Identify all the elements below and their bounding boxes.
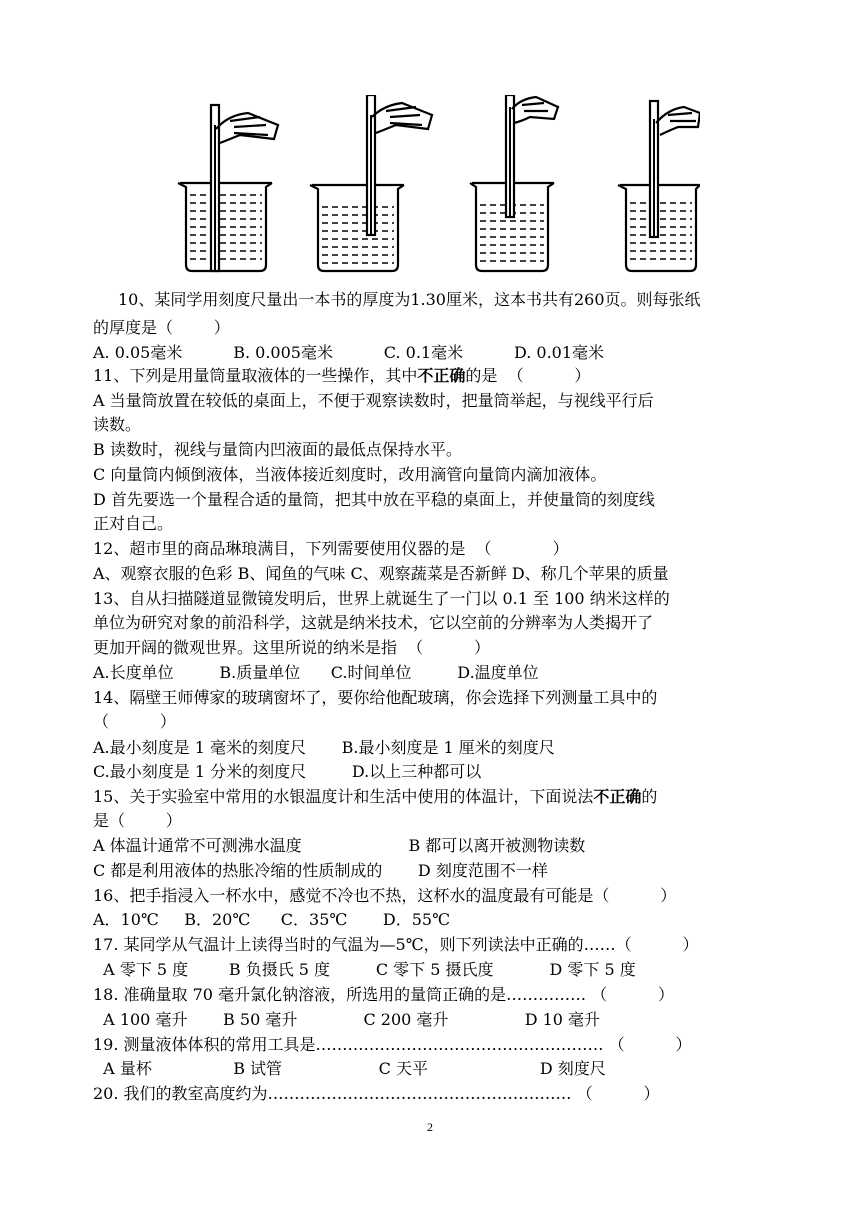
line-text: 11、下列是用量筒量取液体的一些操作，其中 [93, 366, 418, 385]
line-q15-cd [93, 859, 548, 882]
line-q11-d1 [93, 488, 655, 511]
line-text: 19. 测量液体体积的常用工具是……………………………………………… （ ） [93, 1035, 692, 1054]
line-q13-l2 [93, 611, 653, 634]
line-q13-opts [93, 661, 539, 684]
line-text: A 体温计通常不可测沸水温度 B 都可以离开被测物读数 [93, 836, 586, 855]
line-text: D 首先要选一个量程合适的量筒，把其中放在平稳的桌面上，并使量筒的刻度线 [93, 490, 655, 509]
beaker-3 [470, 95, 558, 271]
line-text: 16、把手指浸入一杯水中，感觉不冷也不热，这杯水的温度最有可能是（ ） [93, 886, 677, 905]
line-text: 20. 我们的教室高度约为………………………………………………… （ ） [93, 1084, 660, 1103]
line-text: A 量杯 B 试管 C 天平 D 刻度尺 [93, 1059, 606, 1078]
line-text-after: 的 [641, 787, 658, 806]
line-q19-opts [93, 1057, 606, 1080]
line-text: C 都是利用液体的热胀冷缩的性质制成的 D 刻度范围不一样 [93, 861, 548, 880]
line-q20-l1 [93, 1082, 659, 1105]
line-text: C 向量筒内倾倒液体，当液体接近刻度时，改用滴管向量筒内滴加液体。 [93, 465, 607, 484]
line-text: A 100 毫升 B 50 毫升 C 200 毫升 D 10 毫升 [93, 1010, 601, 1029]
line-q11-a2 [93, 413, 141, 436]
line-text: 读数。 [93, 415, 142, 434]
line-q14-cd [93, 760, 481, 783]
line-text: A 零下 5 度 B 负摄氏 5 度 C 零下 5 摄氏度 D 零下 5 度 [93, 960, 636, 979]
line-text: 是（ ） [93, 811, 182, 830]
line-q15-ab [93, 834, 585, 857]
line-text: A．10℃ B．20℃ C．35℃ D．55℃ [93, 910, 450, 929]
line-q17-l1 [93, 933, 698, 956]
line-text: 10、某同学用刻度尺量出一本书的厚度为1.30厘米，这本书共有260页。则每张纸 [118, 290, 701, 309]
line-q17-opts [93, 958, 636, 981]
line-q11-b [93, 438, 462, 461]
line-text: A、观察衣服的色彩 B、闻鱼的气味 C、观察蔬菜是否新鲜 D、称几个苹果的质量 [93, 564, 669, 583]
line-text: A.最小刻度是 1 毫米的刻度尺 B.最小刻度是 1 厘米的刻度尺 [93, 738, 555, 757]
line-q12-l1 [93, 537, 569, 560]
line-text: A.长度单位 B.质量单位 C.时间单位 D.温度单位 [93, 663, 539, 682]
line-q11-l1 [93, 364, 590, 387]
line-text: 的厚度是（ ） [93, 318, 230, 337]
line-text: A 当量筒放置在较低的桌面上，不便于观察读数时，把量筒举起，与视线平行后 [93, 391, 654, 410]
line-text: 更加开阔的微观世界。这里所说的纳米是指 （ ） [93, 638, 491, 657]
line-q15-l1 [93, 785, 657, 808]
line-q13-l3 [93, 636, 490, 659]
beaker-2 [310, 95, 432, 271]
line-q10-l2 [93, 316, 230, 339]
line-text: B 读数时，视线与量筒内凹液面的最低点保持水平。 [93, 440, 462, 459]
line-text: 14、隔壁王师傅家的玻璃窗坏了，要你给他配玻璃，你会选择下列测量工具中的 [93, 688, 658, 707]
line-q16-opts [93, 908, 450, 931]
line-text: 13、自从扫描隧道显微镜发明后，世界上就诞生了一门以 0.1 至 100 纳米这样的 [93, 589, 670, 608]
line-text: 15、关于实验室中常用的水银温度计和生活中使用的体温计，下面说法 [93, 787, 594, 806]
line-q18-l1 [93, 983, 674, 1006]
thermometer-beakers-figure [170, 95, 700, 275]
emphasized-text: 不正确 [593, 787, 642, 806]
line-q10-opts [93, 341, 604, 364]
line-text: （ ） [93, 712, 176, 731]
line-text: 18. 准确量取 70 毫升氯化钠溶液，所选用的量筒正确的是…………… （ ） [93, 985, 675, 1004]
line-q15-l2 [93, 809, 182, 832]
line-text: 12、超市里的商品琳琅满目，下列需要使用仪器的是 （ ） [93, 539, 569, 558]
beaker-1 [178, 105, 278, 271]
line-text: C.最小刻度是 1 分米的刻度尺 D.以上三种都可以 [93, 762, 482, 781]
line-text: A. 0.05毫米 B. 0.005毫米 C. 0.1毫米 D. 0.01毫米 [93, 343, 605, 362]
line-q18-opts [93, 1008, 600, 1031]
emphasized-text: 不正确 [417, 366, 466, 385]
line-q14-l1 [93, 686, 657, 709]
line-text-after: 的是 （ ） [465, 366, 591, 385]
line-q14-l2 [93, 710, 176, 733]
line-q13-l1 [93, 587, 670, 610]
line-q16-l1 [93, 884, 676, 907]
line-text: 单位为研究对象的前沿科学，这就是纳米技术，它以空前的分辨率为人类揭开了 [93, 613, 654, 632]
line-q19-l1 [93, 1033, 691, 1056]
beaker-4 [618, 101, 700, 271]
line-q11-c [93, 463, 606, 486]
page-number: 2 [427, 1120, 433, 1134]
line-text: 17. 某同学从气温计上读得当时的气温为—5℃，则下列读法中正确的……（ ） [93, 935, 699, 954]
line-q14-ab [93, 736, 555, 759]
line-q11-d2 [93, 512, 173, 535]
line-text: 正对自己。 [93, 514, 174, 533]
line-q11-a1 [93, 389, 654, 412]
line-q12-opts [93, 562, 669, 585]
line-q10-l1 [118, 288, 701, 311]
